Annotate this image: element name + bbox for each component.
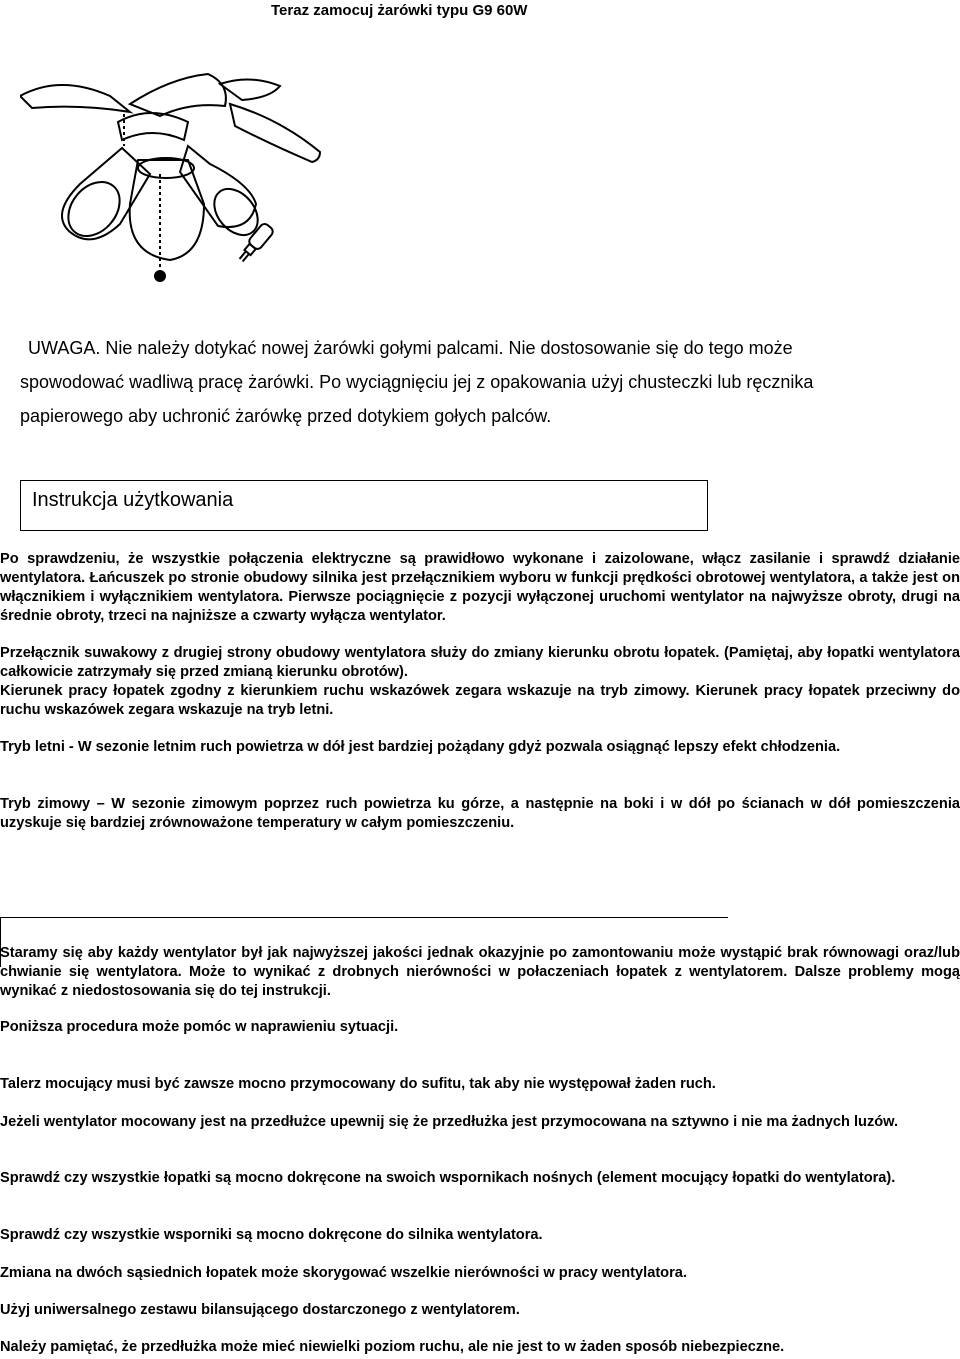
warning-line-1: UWAGA. Nie należy dotykać nowej żarówki gołymi palcami. Nie dostosowanie się do tego może — [28, 338, 793, 358]
paragraph-procedure: Poniższa procedura może pomóc w naprawieniu sytuacji. — [0, 1019, 399, 1035]
page-title: Teraz zamocuj żarówki typu G9 60W — [271, 2, 528, 19]
shade-right — [180, 146, 256, 227]
paragraph-summer-mode: Tryb letni - W sezonie letnim ruch powietrza w dół jest bardziej pożądany gdyż pozwala osiągnąć lepszy efekt chłodzenia. — [0, 739, 841, 755]
fan-arm-back — [220, 79, 280, 100]
paragraph-downrod-note: Należy pamiętać, że przedłużka może mieć niewielki poziom ruchu, ale nie jest to w żaden sposób niebezpieczne. — [0, 1339, 785, 1355]
paragraph-winter-mode: Tryb zimowy – W sezonie zimowym poprzez ruch powietrza ku górze, a następnie na boki i w dół po ścianach w dół pomieszczenia uzyskuje się bardziej zrównoważone temperatury w całym pomieszczeniu. — [0, 796, 960, 831]
paragraph-fan-operation: Po sprawdzeniu, że wszystkie połączenia elektryczne są prawidłowo wykonane i zaizolowane, włącz zasilanie i sprawdź działanie wentylatora. Łańcuszek po stronie obudowy silnika jest przełącznikiem wyboru w funkcji prędkości obrotowej wentylatora, a także jest on włącznikiem i wyłącznikiem wentylatora. Pierwsze pociągnięcie z pozycji wyłączonej uruchomi wentylator na najwyższe obroty, drugi na średnie obroty, trzeci na najniższe a czwarty wyłącza wentylator. — [0, 551, 960, 624]
paragraph-downrod: Jeżeli wentylator mocowany jest na przedłużce upewnij się że przedłużka jest przymocowana na sztywno i nie ma żadnych luzów. — [0, 1114, 899, 1130]
pull-chain-knob — [155, 271, 165, 281]
box-top-border — [0, 917, 728, 918]
paragraph-brackets: Sprawdź czy wszystkie wsporniki są mocno dokręcone do silnika wentylatora. — [0, 1227, 543, 1243]
section-heading: Instrukcja użytkowania — [32, 489, 234, 511]
fan-arm-right — [230, 104, 320, 162]
paragraph-reverse-switch: Przełącznik suwakowy z drugiej strony obudowy wentylatora służy do zmiany kierunku obrotu łopatek. (Pamiętaj, aby łopatki wentylatora całkowicie zatrzymały się przed zmianą kierunku obrotów). — [0, 645, 960, 680]
paragraph-balance-intro: Staramy się aby każdy wentylator był jak najwyższej jakości jednak okazyjnie po zamontowaniu może wystąpić brak równowagi oraz/lub chwianie się wentylatora. Może to wynikać z drobnych nierówności w połaczeniach łopatek z wentylatorem. Dalsze problemy mogą wynikać z niedostosowania się do tej instrukcji. — [0, 945, 960, 999]
warning-line-3: papierowego aby uchronić żarówkę przed dotykiem gołych palców. — [20, 406, 552, 426]
warning-line-2: spowodować wadliwą pracę żarówki. Po wyciągnięciu jej z opakowania użyj chusteczki lub ręcznika — [20, 372, 814, 392]
shade-right-rim — [205, 181, 266, 244]
paragraph-blades: Sprawdź czy wszystkie łopatki są mocno dokręcone na swoich wspornikach nośnych (element mocujący łopatki do wentylatora). — [0, 1170, 896, 1186]
shade-left-rim — [58, 172, 130, 246]
light-kit-illustration — [20, 64, 332, 290]
paragraph-direction: Kierunek pracy łopatek zgodny z kierunkiem ruchu wskazówek zegara wskazuje na tryb zimowy. Kierunek pracy łopatek przeciwny do ruchu wskazówek zegara wskazuje na tryb letni. — [0, 683, 960, 718]
paragraph-swap-blades: Zmiana na dwóch sąsiednich łopatek może skorygować wszelkie nierówności w pracy wentylatora. — [0, 1265, 687, 1281]
shade-center — [130, 160, 204, 260]
fan-arm-left — [20, 85, 130, 112]
housing — [118, 113, 188, 140]
paragraph-mounting-plate: Talerz mocujący musi być zawsze mocno przymocowany do sufitu, tak aby nie występował żaden ruch. — [0, 1076, 716, 1092]
paragraph-balancing-kit: Użyj uniwersalnego zestawu bilansującego dostarczonego z wentylatorem. — [0, 1302, 520, 1318]
fan-arm-top — [130, 74, 226, 116]
